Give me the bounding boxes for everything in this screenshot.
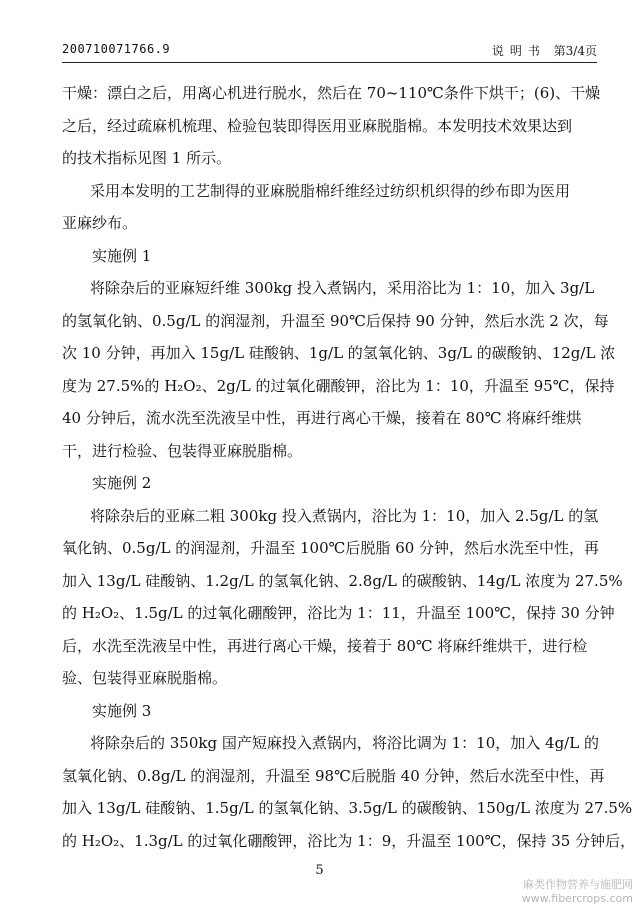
watermark-url: www.fibercrops.com xyxy=(521,892,633,905)
document-number: 200710071766.9 xyxy=(62,42,171,56)
header-label: 说明书 xyxy=(491,44,546,58)
text-line: 干燥：漂白之后，用离心机进行脱水，然后在 70~110℃条件下烘干；(6)、干燥 xyxy=(62,84,601,102)
text-line: 亚麻纱布。 xyxy=(62,214,138,232)
section-heading: 实施例 2 xyxy=(92,474,152,492)
section-heading: 实施例 3 xyxy=(92,701,152,720)
text-line: 加入 13g/L 硅酸钠、1.5g/L 的氢氧化钠、3.5g/L 的碳酸钠、150g/L 浓度为 27.5% xyxy=(62,799,633,817)
text-line: 氧化钠、0.5g/L 的润湿剂，升温至 100℃后脱脂 60 分钟，然后水洗至中性，再 xyxy=(62,539,600,557)
section-heading: 实施例 1 xyxy=(92,246,152,265)
page-header xyxy=(62,40,597,63)
text-line: 40 分钟后，流水洗至洗液呈中性，再进行离心干燥，接着在 80℃ 将麻纤维烘 xyxy=(62,409,582,427)
text-line: 之后，经过疏麻机梳理、检验包装即得医用亚麻脱脂棉。本发明技术效果达到 xyxy=(62,116,573,135)
text-line: 的 H₂O₂、1.5g/L 的过氧化硼酸钾，浴比为 1：11，升温至 100℃，保持 30 分钟 xyxy=(62,604,615,622)
text-line: 的技术指标见图 1 所示。 xyxy=(62,149,232,167)
body-text xyxy=(62,78,636,858)
text-line: 将除杂后的 350kg 国产短麻投入煮锅内，将浴比调为 1：10，加入 4g/L 的 xyxy=(90,734,599,752)
header-right xyxy=(492,42,597,59)
text-line: 验、包装得亚麻脱脂棉。 xyxy=(62,669,228,687)
text-line: 次 10 分钟，再加入 15g/L 硅酸钠、1g/L 的氢氧化钠、3g/L 的碳酸钠、12g/L 浓 xyxy=(62,344,616,362)
watermark xyxy=(522,878,633,906)
text-line: 后，水洗至洗液呈中性，再进行离心干燥，接着于 80℃ 将麻纤维烘干，进行检 xyxy=(62,636,588,655)
text-line: 氢氧化钠、0.8g/L 的润湿剂，升温至 98℃后脱脂 40 分钟，然后水洗至中性，再 xyxy=(62,766,605,785)
header-page: 第3/4页 xyxy=(553,44,597,58)
text-line: 加入 13g/L 硅酸钠、1.2g/L 的氢氧化钠、2.8g/L 的碳酸钠、14g/L 浓度为 27.5% xyxy=(62,571,623,590)
text-line: 度为 27.5%的 H₂O₂、2g/L 的过氧化硼酸钾，浴比为 1：10，升温至 95℃，保持 xyxy=(62,376,615,395)
text-line: 的 H₂O₂、1.3g/L 的过氧化硼酸钾，浴比为 1：9，升温至 100℃，保持 35 分钟后， xyxy=(62,831,636,850)
watermark-title: 麻类作物营养与施肥网 xyxy=(523,878,633,891)
page-number: 5 xyxy=(315,863,324,878)
text-line: 采用本发明的工艺制得的亚麻脱脂棉纤维经过纺织机织得的纱布即为医用 xyxy=(90,181,571,200)
text-line: 的氢氧化钠、0.5g/L 的润湿剂，升温至 90℃后保持 90 分钟，然后水洗 2 次，每 xyxy=(62,311,609,330)
text-line: 将除杂后的亚麻二粗 300kg 投入煮锅内，浴比为 1：10，加入 2.5g/L 的氢 xyxy=(90,506,599,525)
text-line: 干，进行检验、包装得亚麻脱脂棉。 xyxy=(62,441,303,460)
text-line: 将除杂后的亚麻短纤维 300kg 投入煮锅内，采用浴比为 1：10，加入 3g/L xyxy=(90,279,595,297)
